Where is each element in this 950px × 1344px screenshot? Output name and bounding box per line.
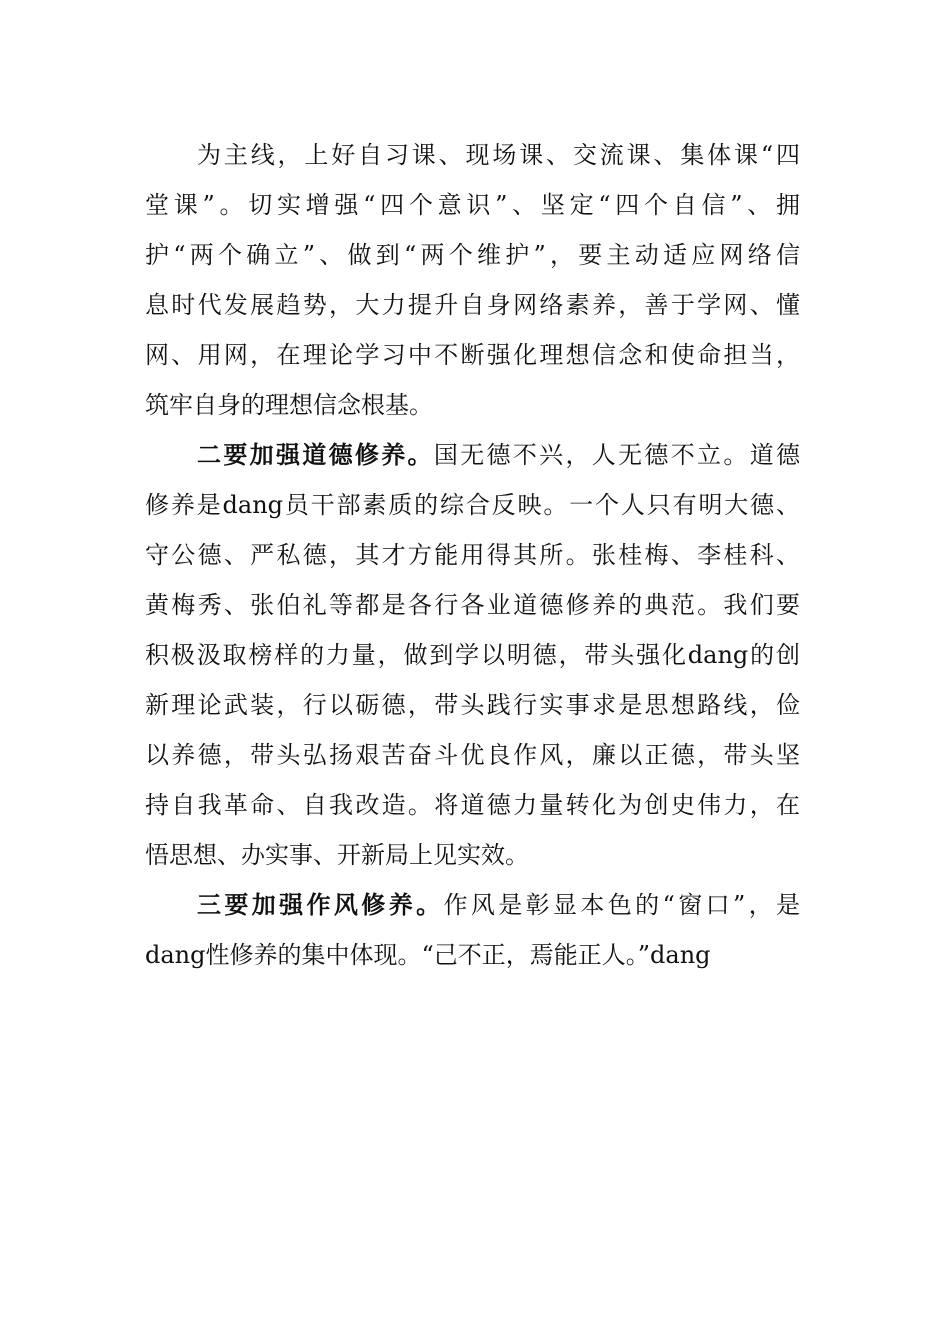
paragraph-line: 以养德，带头弘扬艰苦奋斗优良作风，廉以正德，带头坚 bbox=[145, 741, 800, 769]
paragraph-line: 堂课”。切实增强“四个意识”、坚定“四个自信”、拥 bbox=[145, 191, 800, 219]
paragraph-lead-heading: 三要加强作风修养。 bbox=[197, 890, 444, 919]
paragraph-lead-heading: 二要加强道德修养。 bbox=[197, 440, 434, 469]
paragraph-1 bbox=[145, 130, 800, 430]
paragraph-line: 积极汲取榜样的力量，做到学以明德，带头强化dang的创 bbox=[145, 641, 800, 669]
paragraph-line: 为主线，上好自习课、现场课、交流课、集体课“四 bbox=[197, 141, 800, 169]
paragraph-first-line bbox=[145, 430, 800, 480]
paragraph-2 bbox=[145, 430, 800, 880]
paragraph-line: 护“两个确立”、做到“两个维护”，要主动适应网络信 bbox=[145, 241, 800, 269]
paragraph-line: 新理论武装，行以砺德，带头践行实事求是思想路线，俭 bbox=[145, 691, 800, 719]
paragraph-line: 修养是dang员干部素质的综合反映。一个人只有明大德、 bbox=[145, 491, 800, 519]
paragraph-line: 守公德、严私德，其才方能用得其所。张桂梅、李桂科、 bbox=[145, 541, 800, 569]
paragraph-line: 持自我革命、自我改造。将道德力量转化为创史伟力，在 bbox=[145, 791, 800, 819]
paragraph-line: 网、用网，在理论学习中不断强化理想信念和使命担当， bbox=[145, 341, 800, 369]
paragraph-line: dang性修养的集中体现。“己不正，焉能正人。”dang bbox=[145, 941, 711, 969]
paragraph-line-text: 国无德不兴，人无德不立。道德 bbox=[433, 441, 801, 469]
paragraph-line: 息时代发展趋势，大力提升自身网络素养，善于学网、懂 bbox=[145, 291, 800, 319]
paragraph-line: 悟思想、办实事、开新局上见实效。 bbox=[145, 841, 529, 869]
paragraph-line: 黄梅秀、张伯礼等都是各行各业道德修养的典范。我们要 bbox=[145, 591, 800, 619]
paragraph-line: 筑牢自身的理想信念根基。 bbox=[145, 391, 433, 419]
paragraph-3 bbox=[145, 880, 800, 980]
document-body bbox=[145, 130, 800, 980]
paragraph-line-text: 作风是彰显本色的“窗口”，是 bbox=[443, 891, 801, 919]
paragraph-first-line bbox=[145, 880, 800, 930]
